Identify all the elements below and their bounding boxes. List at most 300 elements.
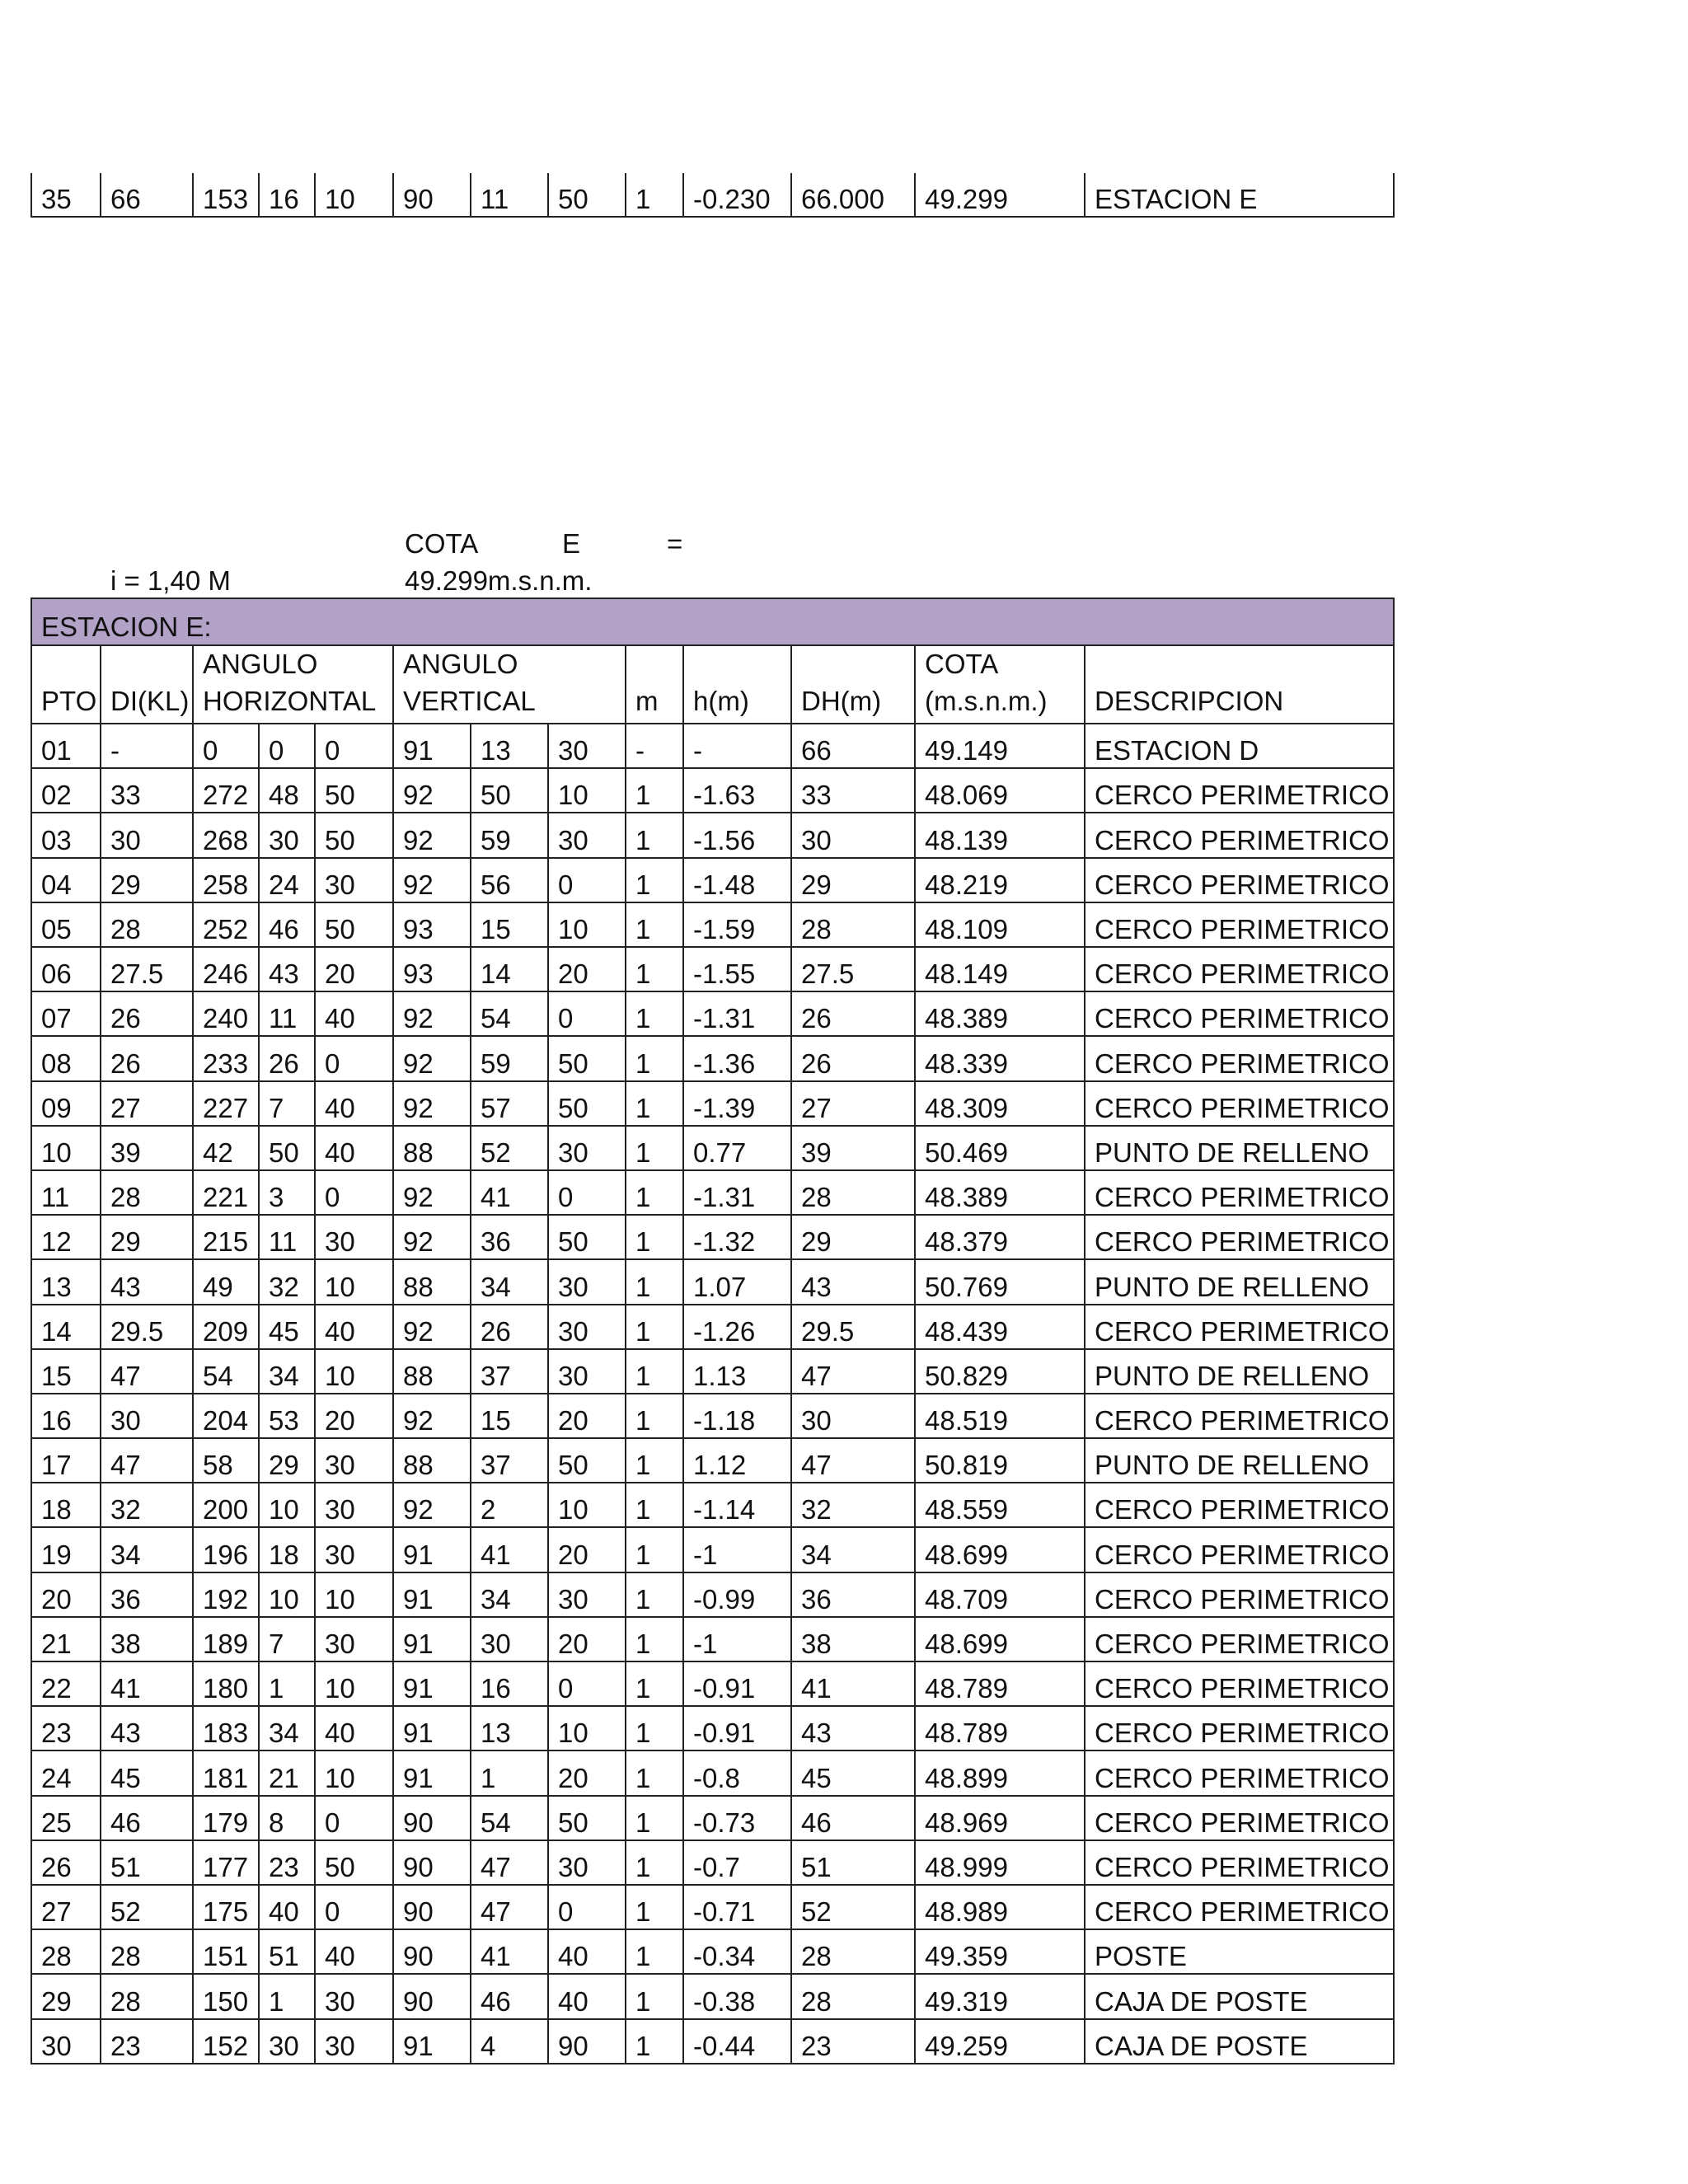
cell-ang-v-sec: 10: [548, 1483, 626, 1527]
cell-pto: 24: [31, 1750, 101, 1795]
cell-ang-v-min: 47: [471, 1840, 548, 1885]
instrument-height-label: i = 1,40 M: [110, 565, 231, 596]
cell-ang-v-deg: 93: [393, 902, 471, 947]
cell-pto: 07: [31, 991, 101, 1036]
cell-descripcion: CERCO PERIMETRICO: [1085, 1661, 1394, 1706]
cell-dh: 28: [791, 1974, 915, 2018]
column-header-dh: DH(m): [791, 645, 915, 724]
cell-ang-h-sec: 40: [315, 1305, 393, 1349]
cell-cota: 49.299: [915, 173, 1085, 217]
cell-ang-v-deg: 92: [393, 768, 471, 813]
cell-ang-h-deg: 150: [193, 1974, 259, 2018]
cell-ang-h-sec: 0: [315, 1170, 393, 1215]
cell-ang-v-min: 4: [471, 2019, 548, 2064]
cota-equals-sign: =: [667, 528, 683, 559]
cell-di: 27.5: [101, 947, 193, 991]
table-row: [31, 1170, 1394, 1215]
cell-ang-h-min: 11: [259, 991, 315, 1036]
cell-ang-h-min: 29: [259, 1438, 315, 1483]
cell-h: -0.73: [683, 1796, 791, 1840]
cell-ang-h-deg: 227: [193, 1081, 259, 1126]
cell-cota: 48.389: [915, 991, 1085, 1036]
cell-pto: 35: [31, 173, 101, 217]
cell-ang-v-sec: 40: [548, 1974, 626, 2018]
cell-ang-h-sec: 50: [315, 902, 393, 947]
cell-di: 52: [101, 1885, 193, 1929]
cell-ang-h-sec: 30: [315, 1483, 393, 1527]
cell-ang-v-sec: 0: [548, 1661, 626, 1706]
cell-ang-v-deg: 92: [393, 1394, 471, 1438]
cell-di: 27: [101, 1081, 193, 1126]
cell-pto: 01: [31, 724, 101, 768]
cell-ang-v-sec: 90: [548, 2019, 626, 2064]
cell-pto: 27: [31, 1885, 101, 1929]
cell-ang-h-deg: 54: [193, 1349, 259, 1394]
cell-ang-h-min: 1: [259, 1661, 315, 1706]
cell-ang-h-deg: 175: [193, 1885, 259, 1929]
cell-ang-v-sec: 0: [548, 1885, 626, 1929]
cell-ang-h-min: 24: [259, 858, 315, 902]
cell-dh: 30: [791, 813, 915, 857]
cell-cota: 48.309: [915, 1081, 1085, 1126]
cell-ang-v-min: 34: [471, 1259, 548, 1304]
cell-ang-v-deg: 90: [393, 1974, 471, 2018]
cell-m: 1: [626, 1126, 683, 1170]
cell-descripcion: CERCO PERIMETRICO: [1085, 1617, 1394, 1661]
cell-ang-v-sec: 10: [548, 902, 626, 947]
cell-descripcion: CERCO PERIMETRICO: [1085, 858, 1394, 902]
cell-di: 28: [101, 902, 193, 947]
cell-dh: 29: [791, 858, 915, 902]
cell-di: 30: [101, 813, 193, 857]
cell-ang-h-sec: 40: [315, 1126, 393, 1170]
cell-ang-h-deg: 192: [193, 1572, 259, 1617]
cell-ang-v-sec: 30: [548, 1840, 626, 1885]
column-header-row: [31, 645, 1394, 724]
cell-ang-v-sec: 0: [548, 1170, 626, 1215]
cell-ang-v-deg: 90: [393, 1796, 471, 1840]
cell-di: 28: [101, 1929, 193, 1974]
cell-ang-v-deg: 91: [393, 1527, 471, 1572]
cell-m: 1: [626, 173, 683, 217]
cell-ang-v-min: 56: [471, 858, 548, 902]
cell-ang-v-sec: 50: [548, 1081, 626, 1126]
cell-cota: 48.519: [915, 1394, 1085, 1438]
cell-di: 32: [101, 1483, 193, 1527]
cell-m: 1: [626, 1305, 683, 1349]
cell-h: 1.07: [683, 1259, 791, 1304]
cell-ang-v-min: 41: [471, 1929, 548, 1974]
cell-di: 47: [101, 1349, 193, 1394]
cell-ang-h-deg: 196: [193, 1527, 259, 1572]
cell-dh: 46: [791, 1796, 915, 1840]
cell-m: 1: [626, 768, 683, 813]
cell-ang-h-min: 40: [259, 1885, 315, 1929]
cell-ang-v-min: 11: [471, 173, 548, 217]
cell-pto: 04: [31, 858, 101, 902]
column-header-h: h(m): [683, 645, 791, 724]
cell-dh: 45: [791, 1750, 915, 1795]
column-header-cota: COTA (m.s.n.m.): [915, 645, 1085, 724]
cell-ang-h-min: 10: [259, 1483, 315, 1527]
cell-h: -0.91: [683, 1706, 791, 1750]
cell-m: 1: [626, 1796, 683, 1840]
cell-ang-v-min: 15: [471, 902, 548, 947]
station-title: ESTACION E:: [31, 598, 1394, 645]
cell-dh: 43: [791, 1706, 915, 1750]
cell-cota: 48.999: [915, 1840, 1085, 1885]
cell-cota: 48.109: [915, 902, 1085, 947]
cell-ang-v-deg: 91: [393, 1661, 471, 1706]
cell-cota: 50.469: [915, 1126, 1085, 1170]
cell-ang-h-sec: 40: [315, 991, 393, 1036]
cell-ang-h-min: 53: [259, 1394, 315, 1438]
table-row: [31, 1840, 1394, 1885]
cell-ang-v-deg: 88: [393, 1349, 471, 1394]
cell-descripcion: ESTACION D: [1085, 724, 1394, 768]
cell-cota: 48.439: [915, 1305, 1085, 1349]
cell-cota: 48.149: [915, 947, 1085, 991]
cell-descripcion: CERCO PERIMETRICO: [1085, 1036, 1394, 1080]
cell-di: 29: [101, 1215, 193, 1259]
cell-ang-v-sec: 30: [548, 1126, 626, 1170]
cell-m: 1: [626, 947, 683, 991]
cell-ang-v-sec: 50: [548, 1215, 626, 1259]
cell-di: 47: [101, 1438, 193, 1483]
cell-di: 43: [101, 1259, 193, 1304]
cell-ang-h-sec: 0: [315, 1885, 393, 1929]
cell-descripcion: POSTE: [1085, 1929, 1394, 1974]
cell-descripcion: CERCO PERIMETRICO: [1085, 1394, 1394, 1438]
cell-descripcion: CERCO PERIMETRICO: [1085, 991, 1394, 1036]
cell-ang-h-deg: 180: [193, 1661, 259, 1706]
cell-ang-h-deg: 246: [193, 947, 259, 991]
cell-di: 51: [101, 1840, 193, 1885]
cell-ang-h-min: 50: [259, 1126, 315, 1170]
cell-h: -1.14: [683, 1483, 791, 1527]
cell-dh: 28: [791, 902, 915, 947]
cell-ang-h-sec: 10: [315, 1661, 393, 1706]
cota-value: 49.299m.s.n.m.: [405, 565, 593, 596]
cell-cota: 48.899: [915, 1750, 1085, 1795]
cell-ang-h-min: 48: [259, 768, 315, 813]
cell-h: -1.31: [683, 991, 791, 1036]
cell-ang-v-deg: 90: [393, 1929, 471, 1974]
cell-ang-h-sec: 40: [315, 1929, 393, 1974]
cell-ang-v-sec: 30: [548, 724, 626, 768]
cell-ang-h-sec: 30: [315, 1438, 393, 1483]
cell-di: 36: [101, 1572, 193, 1617]
cell-ang-h-min: 45: [259, 1305, 315, 1349]
cell-ang-h-sec: 30: [315, 858, 393, 902]
cell-pto: 23: [31, 1706, 101, 1750]
cell-descripcion: CERCO PERIMETRICO: [1085, 1750, 1394, 1795]
cell-ang-v-sec: 10: [548, 1706, 626, 1750]
cell-di: 39: [101, 1126, 193, 1170]
cell-ang-v-sec: 20: [548, 1750, 626, 1795]
cell-pto: 21: [31, 1617, 101, 1661]
table-row: [31, 1483, 1394, 1527]
cell-ang-h-deg: 42: [193, 1126, 259, 1170]
cell-descripcion: CERCO PERIMETRICO: [1085, 1706, 1394, 1750]
cell-h: -1.18: [683, 1394, 791, 1438]
cell-m: 1: [626, 1438, 683, 1483]
cell-m: 1: [626, 991, 683, 1036]
cell-m: 1: [626, 1750, 683, 1795]
cota-label: COTA: [405, 528, 479, 559]
cell-pto: 22: [31, 1661, 101, 1706]
cell-ang-v-deg: 92: [393, 1483, 471, 1527]
table-row: [31, 1215, 1394, 1259]
cell-ang-h-deg: 0: [193, 724, 259, 768]
cell-ang-v-min: 1: [471, 1750, 548, 1795]
cell-m: -: [626, 724, 683, 768]
cell-ang-v-deg: 92: [393, 858, 471, 902]
cell-descripcion: CERCO PERIMETRICO: [1085, 1840, 1394, 1885]
cell-ang-h-sec: 40: [315, 1081, 393, 1126]
cell-ang-v-sec: 20: [548, 1527, 626, 1572]
cell-descripcion: PUNTO DE RELLENO: [1085, 1126, 1394, 1170]
cell-ang-h-deg: 58: [193, 1438, 259, 1483]
cell-ang-v-sec: 0: [548, 858, 626, 902]
cell-dh: 52: [791, 1885, 915, 1929]
cell-ang-v-sec: 50: [548, 1796, 626, 1840]
cell-di: 29.5: [101, 1305, 193, 1349]
cell-ang-v-deg: 88: [393, 1259, 471, 1304]
cell-h: -0.44: [683, 2019, 791, 2064]
cell-dh: 23: [791, 2019, 915, 2064]
cell-m: 1: [626, 1974, 683, 2018]
cell-m: 1: [626, 1572, 683, 1617]
cell-ang-h-min: 34: [259, 1706, 315, 1750]
cell-ang-v-min: 26: [471, 1305, 548, 1349]
cell-descripcion: CERCO PERIMETRICO: [1085, 947, 1394, 991]
cell-ang-v-sec: 30: [548, 813, 626, 857]
cell-m: 1: [626, 1349, 683, 1394]
cell-ang-h-sec: 10: [315, 1572, 393, 1617]
cell-ang-v-deg: 91: [393, 724, 471, 768]
cell-ang-v-deg: 92: [393, 1036, 471, 1080]
cell-dh: 28: [791, 1929, 915, 1974]
cell-cota: 48.069: [915, 768, 1085, 813]
cell-ang-v-min: 34: [471, 1572, 548, 1617]
cell-pto: 17: [31, 1438, 101, 1483]
column-header-angulo-vertical: ANGULO VERTICAL: [393, 645, 626, 724]
cell-di: 38: [101, 1617, 193, 1661]
cell-ang-h-min: 34: [259, 1349, 315, 1394]
cell-cota: 48.219: [915, 858, 1085, 902]
table-row: [31, 1885, 1394, 1929]
cell-m: 1: [626, 1527, 683, 1572]
cell-ang-h-deg: 200: [193, 1483, 259, 1527]
cell-di: 29: [101, 858, 193, 902]
cell-m: 1: [626, 1706, 683, 1750]
cell-di: 26: [101, 991, 193, 1036]
table-row: [31, 1974, 1394, 2018]
cell-cota: 48.989: [915, 1885, 1085, 1929]
cell-descripcion: ESTACION E: [1085, 173, 1394, 217]
cell-ang-v-min: 30: [471, 1617, 548, 1661]
cell-m: 1: [626, 1483, 683, 1527]
cell-m: 1: [626, 1885, 683, 1929]
cell-ang-h-deg: 179: [193, 1796, 259, 1840]
cell-di: 45: [101, 1750, 193, 1795]
cell-ang-v-min: 54: [471, 991, 548, 1036]
cell-pto: 09: [31, 1081, 101, 1126]
cell-cota: 50.769: [915, 1259, 1085, 1304]
column-header-di: DI(KL): [101, 645, 193, 724]
cell-m: 1: [626, 1259, 683, 1304]
cell-pto: 18: [31, 1483, 101, 1527]
cell-ang-v-sec: 30: [548, 1349, 626, 1394]
cell-ang-v-min: 36: [471, 1215, 548, 1259]
cell-di: 28: [101, 1974, 193, 2018]
cell-ang-v-min: 37: [471, 1438, 548, 1483]
cell-ang-h-min: 8: [259, 1796, 315, 1840]
table-row: [31, 1349, 1394, 1394]
cell-h: -1.59: [683, 902, 791, 947]
cell-h: -0.38: [683, 1974, 791, 2018]
cell-pto: 02: [31, 768, 101, 813]
cell-ang-h-sec: 30: [315, 1527, 393, 1572]
cell-m: 1: [626, 1170, 683, 1215]
cell-ang-h-sec: 20: [315, 947, 393, 991]
cell-ang-v-min: 52: [471, 1126, 548, 1170]
table-row: [31, 173, 1394, 217]
cell-cota: 48.969: [915, 1796, 1085, 1840]
cell-dh: 47: [791, 1349, 915, 1394]
cell-ang-h-deg: 204: [193, 1394, 259, 1438]
cell-h: -0.34: [683, 1929, 791, 1974]
cell-ang-h-min: 30: [259, 813, 315, 857]
cell-m: 1: [626, 813, 683, 857]
cell-ang-h-sec: 50: [315, 768, 393, 813]
cell-descripcion: CERCO PERIMETRICO: [1085, 1215, 1394, 1259]
table-row: [31, 1081, 1394, 1126]
cell-ang-h-deg: 272: [193, 768, 259, 813]
cell-di: 46: [101, 1796, 193, 1840]
cell-pto: 14: [31, 1305, 101, 1349]
cell-dh: 27.5: [791, 947, 915, 991]
cell-h: -1: [683, 1527, 791, 1572]
cell-di: 34: [101, 1527, 193, 1572]
cell-descripcion: PUNTO DE RELLENO: [1085, 1349, 1394, 1394]
cell-ang-h-min: 0: [259, 724, 315, 768]
cell-dh: 47: [791, 1438, 915, 1483]
cell-ang-v-sec: 10: [548, 768, 626, 813]
table-row: [31, 1929, 1394, 1974]
cell-ang-h-deg: 189: [193, 1617, 259, 1661]
cell-descripcion: CERCO PERIMETRICO: [1085, 1081, 1394, 1126]
table-row: [31, 724, 1394, 768]
cell-ang-h-sec: 40: [315, 1706, 393, 1750]
cell-ang-h-sec: 0: [315, 1036, 393, 1080]
cell-m: 1: [626, 1081, 683, 1126]
cell-di: 41: [101, 1661, 193, 1706]
cell-ang-v-min: 46: [471, 1974, 548, 2018]
cell-ang-v-sec: 50: [548, 173, 626, 217]
cell-ang-h-deg: 233: [193, 1036, 259, 1080]
cell-ang-h-deg: 151: [193, 1929, 259, 1974]
cell-ang-v-min: 59: [471, 1036, 548, 1080]
cell-dh: 41: [791, 1661, 915, 1706]
cell-pto: 03: [31, 813, 101, 857]
cell-ang-v-deg: 91: [393, 1750, 471, 1795]
cell-di: 33: [101, 768, 193, 813]
cell-h: -1.56: [683, 813, 791, 857]
cell-dh: 26: [791, 991, 915, 1036]
cell-ang-v-min: 50: [471, 768, 548, 813]
cell-descripcion: CERCO PERIMETRICO: [1085, 902, 1394, 947]
cell-descripcion: CERCO PERIMETRICO: [1085, 1527, 1394, 1572]
table-row: [31, 1750, 1394, 1795]
table-row: [31, 947, 1394, 991]
cell-h: -0.8: [683, 1750, 791, 1795]
cell-ang-h-sec: 30: [315, 1215, 393, 1259]
cell-h: -1.32: [683, 1215, 791, 1259]
table-row: [31, 1706, 1394, 1750]
cell-pto: 20: [31, 1572, 101, 1617]
cell-dh: 51: [791, 1840, 915, 1885]
cell-ang-h-deg: 240: [193, 991, 259, 1036]
cell-dh: 66.000: [791, 173, 915, 217]
cell-ang-v-sec: 30: [548, 1305, 626, 1349]
cell-dh: 32: [791, 1483, 915, 1527]
cell-cota: 49.149: [915, 724, 1085, 768]
cell-m: 1: [626, 1036, 683, 1080]
cell-pto: 30: [31, 2019, 101, 2064]
cell-h: -0.7: [683, 1840, 791, 1885]
cell-di: 43: [101, 1706, 193, 1750]
table-row: [31, 813, 1394, 857]
table-row: [31, 1572, 1394, 1617]
station-e-table: [30, 598, 1395, 2064]
cell-dh: 27: [791, 1081, 915, 1126]
cell-h: -0.91: [683, 1661, 791, 1706]
cell-ang-h-deg: 252: [193, 902, 259, 947]
cell-ang-h-min: 43: [259, 947, 315, 991]
cell-ang-h-sec: 0: [315, 724, 393, 768]
cell-h: -1.36: [683, 1036, 791, 1080]
cell-m: 1: [626, 902, 683, 947]
cell-dh: 66: [791, 724, 915, 768]
cell-descripcion: CERCO PERIMETRICO: [1085, 1305, 1394, 1349]
cell-ang-v-sec: 30: [548, 1259, 626, 1304]
table-row: [31, 1305, 1394, 1349]
cell-cota: 48.709: [915, 1572, 1085, 1617]
cell-di: -: [101, 724, 193, 768]
cell-m: 1: [626, 1215, 683, 1259]
cell-pto: 06: [31, 947, 101, 991]
cell-ang-v-min: 37: [471, 1349, 548, 1394]
cell-pto: 12: [31, 1215, 101, 1259]
cell-dh: 29.5: [791, 1305, 915, 1349]
cell-ang-h-min: 7: [259, 1081, 315, 1126]
table-row: [31, 902, 1394, 947]
cell-ang-v-min: 2: [471, 1483, 548, 1527]
cell-h: -1.31: [683, 1170, 791, 1215]
cell-pto: 11: [31, 1170, 101, 1215]
cell-ang-h-min: 23: [259, 1840, 315, 1885]
cell-pto: 29: [31, 1974, 101, 2018]
cell-m: 1: [626, 2019, 683, 2064]
cell-dh: 29: [791, 1215, 915, 1259]
table-row: [31, 1036, 1394, 1080]
cell-pto: 10: [31, 1126, 101, 1170]
cell-m: 1: [626, 1617, 683, 1661]
cell-di: 66: [101, 173, 193, 217]
cell-ang-h-min: 32: [259, 1259, 315, 1304]
